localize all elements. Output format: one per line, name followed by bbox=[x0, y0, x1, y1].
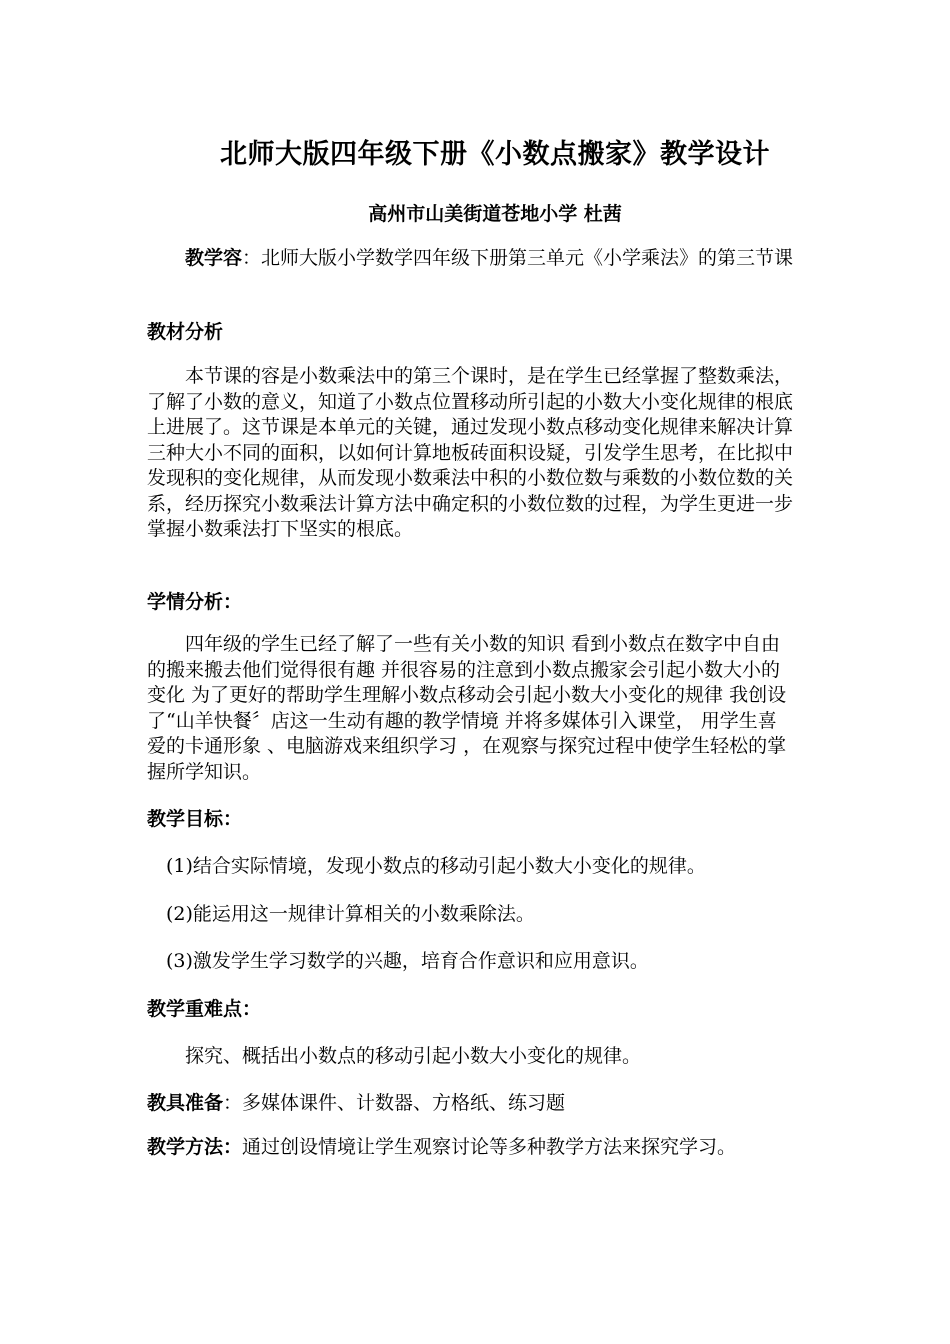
teaching-content-text: ：北师大版小学数学四年级下册第三单元《小学乘法》的第三节课 bbox=[242, 247, 794, 269]
key-points-body: 探究、概括出小数点的移动引起小数大小变化的规律。 bbox=[185, 1045, 642, 1067]
teaching-content-paragraph bbox=[147, 246, 795, 272]
material-analysis-heading: 教材分析 bbox=[147, 321, 224, 343]
key-points-heading: 教学重难点： bbox=[147, 998, 262, 1020]
document-title: 北师大版四年级下册《小数点搬家》教学设计 bbox=[220, 139, 770, 170]
goal-item-3: (3)激发学生学习数学的兴趣，培育合作意识和应用意识。 bbox=[166, 950, 649, 972]
tools-paragraph bbox=[147, 1088, 565, 1115]
teaching-content-label: 教学容 bbox=[185, 247, 243, 269]
student-analysis-heading: 学情分析： bbox=[147, 591, 243, 613]
teaching-goals-heading: 教学目标： bbox=[147, 808, 243, 830]
methods-label: 教学方法： bbox=[147, 1136, 243, 1158]
methods-text: 通过创设情境让学生观察讨论等多种教学方法来探究学习。 bbox=[242, 1136, 737, 1158]
methods-paragraph bbox=[147, 1135, 795, 1161]
author-line: 高州市山美街道苍地小学 杜茜 bbox=[368, 203, 622, 225]
tools-text: ：多媒体课件、计数器、方格纸、练习题 bbox=[223, 1092, 566, 1114]
student-analysis-body: 四年级的学生已经了解了一些有关小数的知识 看到小数点在数字中自由的搬来搬去他们觉得很有趣 并很容易的注意到小数点搬家会引起小数大小的变化 为了更好的帮助学生理解小数点移动会引起小数大小变化的规律 我创设了“山羊快餐〞店这一生动有趣的教学情境 并将多媒体引入课堂， 用学生喜爱的卡通形象 、电脑游戏来组织学习 ，在观察与探究过程中使学生轻松的掌握所学知识。 bbox=[147, 633, 787, 783]
goal-item-1: (1)结合实际情境，发现小数点的移动引起小数大小变化的规律。 bbox=[166, 855, 706, 877]
material-analysis-body: 本节课的容是小数乘法中的第三个课时，是在学生已经掌握了整数乘法，了解了小数的意义，知道了小数点位置移动所引起的小数大小变化规律的根底上进展了。这节课是本单元的关键，通过发现小数点移动变化规律来解决计算三种大小不同的面积，以如何计算地板砖面积设疑，引发学生思考，在比拟中发现积的变化规律，从而发现小数乘法中积的小数位数与乘数的小数位数的关系，经历探究小数乘法计算方法中确定积的小数位数的过程，为学生更进一步掌握小数乘法打下坚实的根底。 bbox=[147, 365, 794, 540]
tools-label: 教具准备 bbox=[147, 1092, 224, 1114]
goal-item-2: (2)能运用这一规律计算相关的小数乘除法。 bbox=[166, 903, 535, 925]
